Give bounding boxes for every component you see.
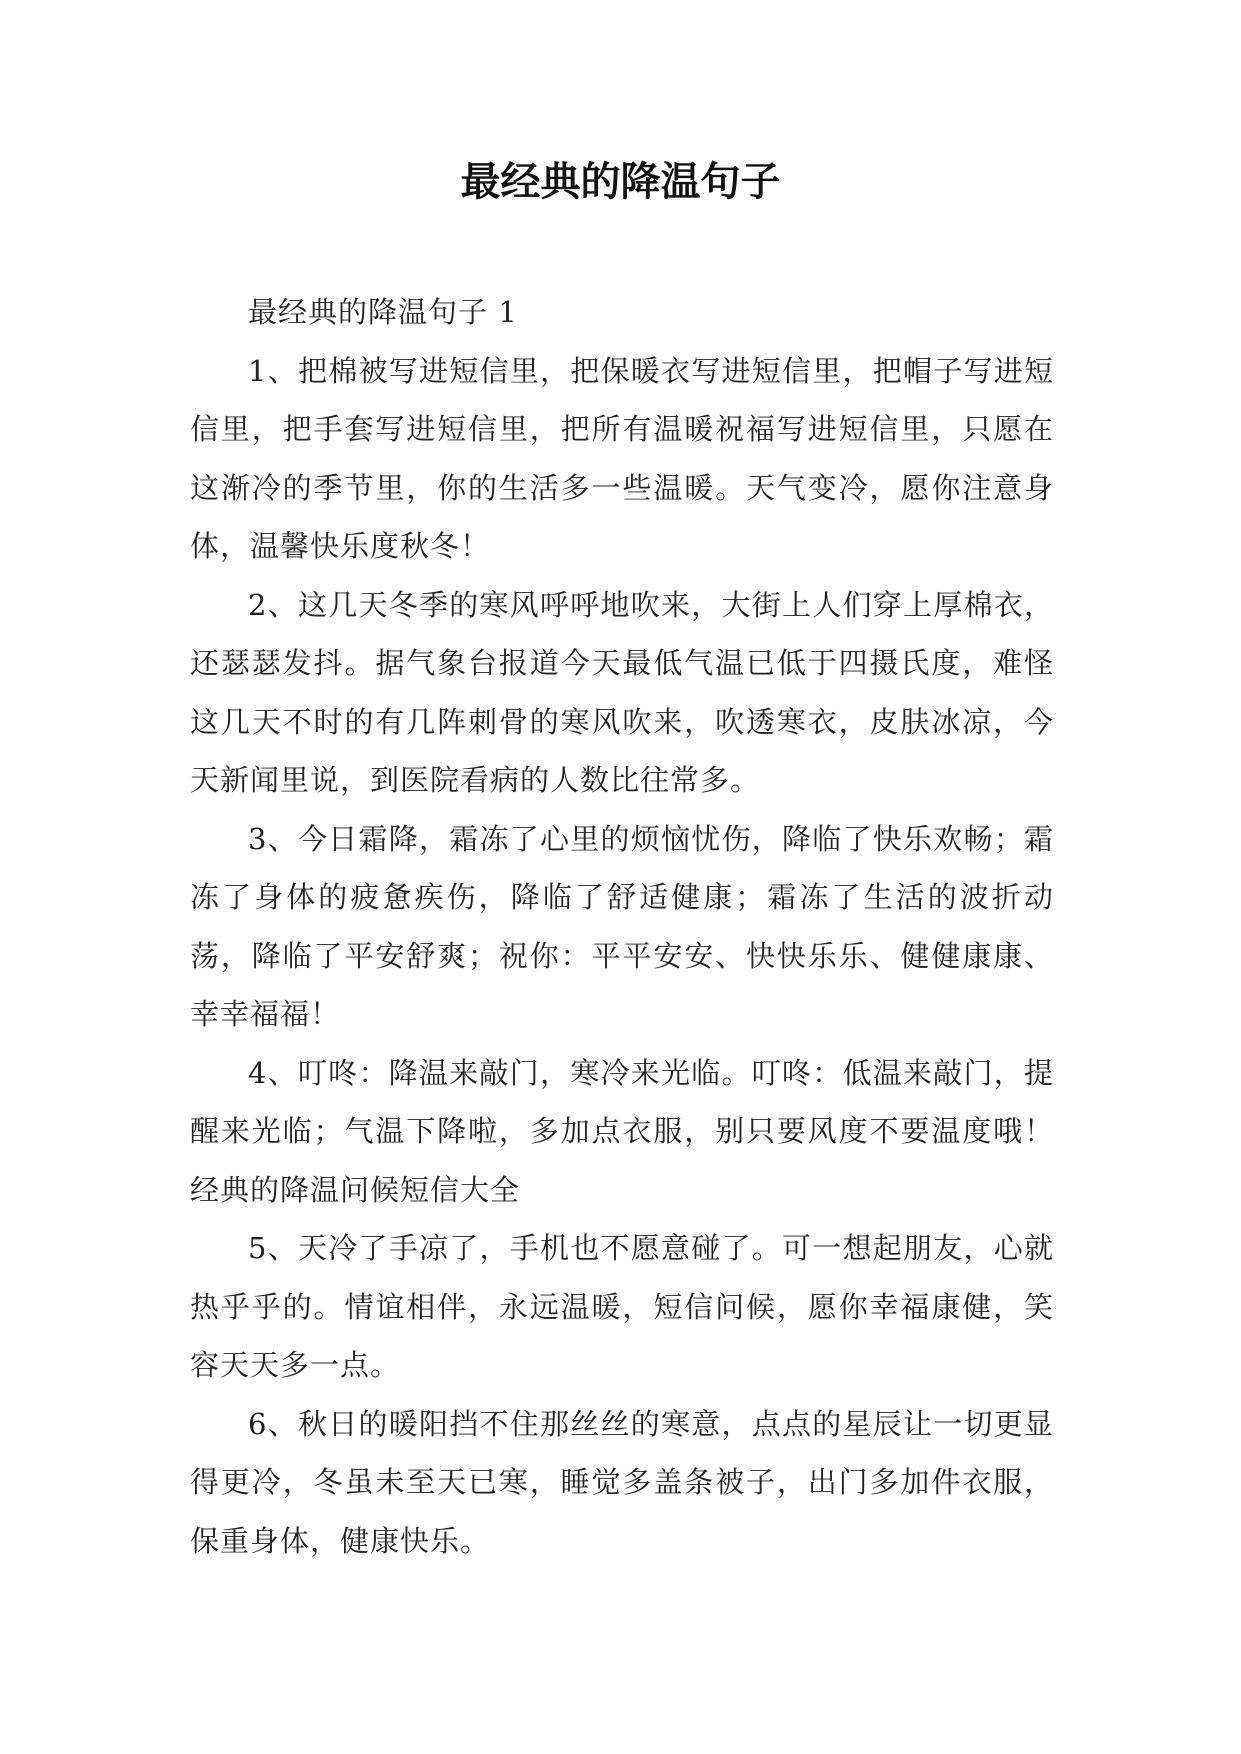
paragraph-4: 4、叮咚：降温来敲门，寒冷来光临。叮咚：低温来敲门，提醒来光临；气温下降啦，多加点衣服，别只要风度不要温度哦！经典的降温问候短信大全 — [190, 1055, 1054, 1207]
paragraph-6: 6、秋日的暖阳挡不住那丝丝的寒意，点点的星辰让一切更显得更冷，冬虽未至天已寒，睡觉多盖条被子，出门多加件衣服，保重身体，健康快乐。 — [190, 1406, 1054, 1558]
paragraph-3: 3、今日霜降，霜冻了心里的烦恼忧伤，降临了快乐欢畅；霜冻了身体的疲惫疾伤，降临了舒适健康；霜冻了生活的波折动荡，降临了平安舒爽；祝你：平平安安、快快乐乐、健健康康、幸幸福福！ — [190, 821, 1054, 1031]
paragraph-5: 5、天冷了手凉了，手机也不愿意碰了。可一想起朋友，心就热乎乎的。情谊相伴，永远温暖，短信问候，愿你幸福康健，笑容天天多一点。 — [190, 1231, 1054, 1382]
section-heading: 最经典的降温句子 1 — [248, 295, 518, 329]
document-body — [190, 283, 1054, 1570]
document-title: 最经典的降温句子 — [460, 159, 781, 205]
paragraph-2: 2、这几天冬季的寒风呼呼地吹来，大街上人们穿上厚棉衣，还瑟瑟发抖。据气象台报道今天最低气温已低于四摄氏度，难怪这几天不时的有几阵刺骨的寒风吹来，吹透寒衣，皮肤冰凉，今天新闻里说，到医院看病的人数比往常多。 — [190, 587, 1054, 797]
paragraph-1: 1、把棉被写进短信里，把保暖衣写进短信里，把帽子写进短信里，把手套写进短信里，把所有温暖祝福写进短信里，只愿在这渐冷的季节里，你的生活多一些温暖。天气变冷，愿你注意身体，温馨快乐度秋冬！ — [190, 353, 1054, 563]
